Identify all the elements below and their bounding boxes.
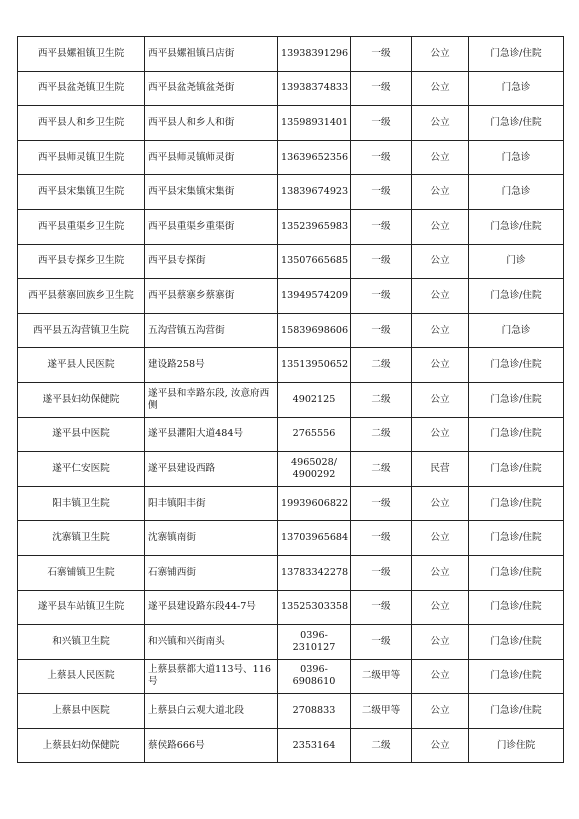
hospital-name-cell: 石寨铺镇卫生院 [18,555,145,590]
address-cell: 西平县人和乡人和街 [145,106,278,141]
hospital-name-cell: 遂平县车站镇卫生院 [18,590,145,625]
table-row [18,625,564,660]
hospital-name-cell: 西平县盆尧镇卫生院 [18,71,145,106]
ownership-cell: 公立 [412,106,469,141]
level-cell: 一级 [351,521,412,556]
hospital-name-cell: 西平县嫘祖镇卫生院 [18,37,145,72]
ownership-cell: 公立 [412,694,469,729]
ownership-cell: 公立 [412,71,469,106]
phone-cell: 15839698606 [278,313,351,348]
address-cell: 遂平县建设路东段44-7号 [145,590,278,625]
phone-cell: 2765556 [278,417,351,452]
phone-cell: 13525303358 [278,590,351,625]
level-cell: 二级 [351,348,412,383]
phone-cell: 13783342278 [278,555,351,590]
hospital-name-cell: 遂平仁安医院 [18,452,145,487]
phone-cell: 13949574209 [278,279,351,314]
address-cell: 上蔡县蔡都大道113号、116号 [145,659,278,694]
address-cell: 西平县蔡寨乡蔡寨街 [145,279,278,314]
level-cell: 二级 [351,382,412,417]
hospital-name-cell: 阳丰镇卫生院 [18,486,145,521]
ownership-cell: 公立 [412,625,469,660]
service-cell: 门急诊/住院 [469,486,564,521]
service-cell: 门急诊/住院 [469,694,564,729]
level-cell: 二级甲等 [351,694,412,729]
address-cell: 上蔡县白云观大道北段 [145,694,278,729]
level-cell: 一级 [351,175,412,210]
hospital-name-cell: 和兴镇卫生院 [18,625,145,660]
service-cell: 门急诊/住院 [469,659,564,694]
phone-cell: 13938391296 [278,37,351,72]
level-cell: 二级 [351,452,412,487]
address-cell: 西平县重渠乡重渠街 [145,209,278,244]
address-cell: 和兴镇和兴街南头 [145,625,278,660]
phone-cell: 0396-2310127 [278,625,351,660]
table-row [18,209,564,244]
service-cell: 门急诊/住院 [469,452,564,487]
level-cell: 二级甲等 [351,659,412,694]
table-row [18,140,564,175]
table-row [18,37,564,72]
hospital-name-cell: 西平县专探乡卫生院 [18,244,145,279]
ownership-cell: 公立 [412,728,469,763]
service-cell: 门急诊 [469,140,564,175]
address-cell: 沈寨镇南街 [145,521,278,556]
hospital-name-cell: 上蔡县人民医院 [18,659,145,694]
service-cell: 门急诊/住院 [469,37,564,72]
table-row [18,382,564,417]
phone-cell: 13938374833 [278,71,351,106]
service-cell: 门急诊/住院 [469,521,564,556]
table-row [18,694,564,729]
hospital-name-cell: 西平县师灵镇卫生院 [18,140,145,175]
phone-cell: 2353164 [278,728,351,763]
level-cell: 一级 [351,625,412,660]
hospital-name-cell: 西平县重渠乡卫生院 [18,209,145,244]
ownership-cell: 公立 [412,348,469,383]
level-cell: 一级 [351,71,412,106]
phone-cell: 13703965684 [278,521,351,556]
table-row [18,244,564,279]
service-cell: 门急诊 [469,71,564,106]
hospital-name-cell: 遂平县妇幼保健院 [18,382,145,417]
service-cell: 门急诊/住院 [469,555,564,590]
level-cell: 一级 [351,486,412,521]
service-cell: 门急诊 [469,313,564,348]
hospital-name-cell: 西平县蔡寨回族乡卫生院 [18,279,145,314]
phone-cell: 4902125 [278,382,351,417]
ownership-cell: 公立 [412,382,469,417]
ownership-cell: 公立 [412,659,469,694]
table-row [18,452,564,487]
ownership-cell: 公立 [412,313,469,348]
ownership-cell: 公立 [412,244,469,279]
ownership-cell: 公立 [412,590,469,625]
ownership-cell: 公立 [412,486,469,521]
service-cell: 门急诊/住院 [469,348,564,383]
service-cell: 门急诊 [469,175,564,210]
table-row [18,106,564,141]
service-cell: 门急诊/住院 [469,417,564,452]
phone-cell: 13839674923 [278,175,351,210]
table-row [18,313,564,348]
hospital-name-cell: 西平县五沟营镇卫生院 [18,313,145,348]
table-row [18,175,564,210]
phone-cell: 13639652356 [278,140,351,175]
hospital-name-cell: 遂平县人民医院 [18,348,145,383]
hospital-table-body [18,37,564,763]
level-cell: 一级 [351,140,412,175]
level-cell: 二级 [351,417,412,452]
phone-cell: 13598931401 [278,106,351,141]
ownership-cell: 公立 [412,417,469,452]
service-cell: 门急诊/住院 [469,625,564,660]
table-row [18,659,564,694]
address-cell: 西平县盆尧镇盆尧街 [145,71,278,106]
service-cell: 门诊 [469,244,564,279]
address-cell: 西平县专探街 [145,244,278,279]
phone-cell: 19939606822 [278,486,351,521]
table-row [18,555,564,590]
service-cell: 门急诊/住院 [469,590,564,625]
hospital-name-cell: 遂平县中医院 [18,417,145,452]
address-cell: 阳丰镇阳丰街 [145,486,278,521]
address-cell: 西平县宋集镇宋集街 [145,175,278,210]
level-cell: 二级 [351,728,412,763]
level-cell: 一级 [351,313,412,348]
ownership-cell: 公立 [412,37,469,72]
table-row [18,417,564,452]
address-cell: 蔡侯路666号 [145,728,278,763]
address-cell: 西平县师灵镇师灵街 [145,140,278,175]
address-cell: 建设路258号 [145,348,278,383]
address-cell: 遂平县建设西路 [145,452,278,487]
phone-cell: 4965028/ 4900292 [278,452,351,487]
service-cell: 门急诊/住院 [469,279,564,314]
table-row [18,521,564,556]
ownership-cell: 公立 [412,521,469,556]
hospital-name-cell: 上蔡县妇幼保健院 [18,728,145,763]
level-cell: 一级 [351,209,412,244]
phone-cell: 2708833 [278,694,351,729]
hospital-name-cell: 西平县人和乡卫生院 [18,106,145,141]
service-cell: 门急诊/住院 [469,106,564,141]
ownership-cell: 民营 [412,452,469,487]
ownership-cell: 公立 [412,555,469,590]
hospital-name-cell: 西平县宋集镇卫生院 [18,175,145,210]
ownership-cell: 公立 [412,175,469,210]
hospital-table [17,36,564,763]
address-cell: 遂平县和幸路东段, 汝意府西侧 [145,382,278,417]
table-row [18,71,564,106]
phone-cell: 0396-6908610 [278,659,351,694]
level-cell: 一级 [351,279,412,314]
level-cell: 一级 [351,106,412,141]
level-cell: 一级 [351,590,412,625]
table-row [18,348,564,383]
level-cell: 一级 [351,244,412,279]
ownership-cell: 公立 [412,140,469,175]
address-cell: 西平县嫘祖镇吕店街 [145,37,278,72]
table-row [18,728,564,763]
level-cell: 一级 [351,555,412,590]
table-row [18,590,564,625]
phone-cell: 13523965983 [278,209,351,244]
service-cell: 门诊住院 [469,728,564,763]
ownership-cell: 公立 [412,209,469,244]
level-cell: 一级 [351,37,412,72]
table-row [18,279,564,314]
service-cell: 门急诊/住院 [469,382,564,417]
hospital-name-cell: 沈寨镇卫生院 [18,521,145,556]
address-cell: 石寨铺西街 [145,555,278,590]
ownership-cell: 公立 [412,279,469,314]
table-row [18,486,564,521]
service-cell: 门急诊/住院 [469,209,564,244]
phone-cell: 13513950652 [278,348,351,383]
address-cell: 五沟营镇五沟营街 [145,313,278,348]
address-cell: 遂平县灈阳大道484号 [145,417,278,452]
hospital-name-cell: 上蔡县中医院 [18,694,145,729]
phone-cell: 13507665685 [278,244,351,279]
